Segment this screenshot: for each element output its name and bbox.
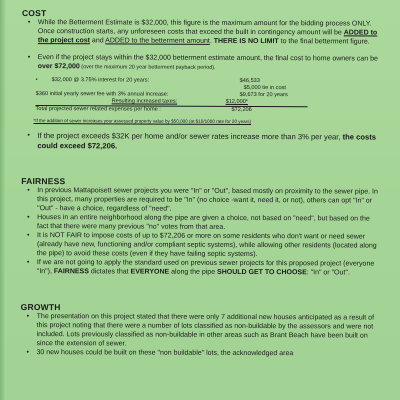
- calc-r2-value: $5,000 tie in cost: [243, 84, 286, 92]
- cost-b2-over-amount: over $72,000: [37, 63, 80, 71]
- growth-list: [20, 312, 378, 359]
- cost-section: [21, 8, 380, 152]
- cost-bullet-exceed: [21, 131, 379, 152]
- cost-b1-added-betterment: ADDED to the betterment amount: [105, 37, 210, 45]
- fairness-heading: FAIRNESS: [21, 176, 66, 187]
- cost-b1-text-3: and: [89, 37, 106, 45]
- calc-r1-label: $32,000 @ 3.75% interest for 20 years:: [51, 77, 150, 84]
- calc-r1-value: $46,533: [239, 77, 260, 85]
- fairness-b4-text-5: along the pipe: [169, 268, 218, 277]
- calc-r3-value: $9,673 for 20 years: [239, 91, 288, 99]
- cost-b2-text-3: (over the maximum 20 year betterment payback period).: [79, 64, 216, 71]
- calc-r5-label: Total projected sewer related expenses per home :: [35, 106, 161, 113]
- cost-b1-added-project: ADDED to the project cost: [37, 29, 378, 45]
- fairness-bullet-choice: • Houses in an entire neighborhood along the pipe are given a choice, not based on "need", but based on the fact that there were many previous "no" votes from that area.: [21, 213, 379, 233]
- cost-b1-no-limit: THERE IS NO LIMIT: [213, 37, 279, 46]
- growth-bullet-new-houses: • 30 new houses could be built on these "non buildable" lots, the acknowledged area: [20, 348, 378, 359]
- calc-r5-value: $72,206: [231, 106, 252, 114]
- cost-b3-exceed: the costs could exceed $72,206.: [37, 132, 376, 151]
- cost-b2-text-1: Even if the project stays within the $32,000 betterment estimate amount, the final cost to home owners can be: [37, 54, 378, 63]
- cost-b1-text-7: to the final betterment figure.: [278, 38, 370, 46]
- cost-bullet-over-72000: [22, 53, 380, 74]
- fairness-bullet-choose: [21, 258, 379, 278]
- fairness-list: [21, 186, 379, 278]
- cost-calculation-table: [22, 77, 380, 115]
- cost-b1-text-1: While the Betterment Estimate is $32,000, this figure is the maximum amount for the bidding process ONLY. Once construction starts, any unforeseen costs that exceed the built in contingency amount will be: [37, 19, 372, 37]
- growth-heading: GROWTH: [20, 302, 61, 313]
- fairness-b4-everyone: EVERYONE: [130, 268, 170, 276]
- fairness-bullet-not-fair: • It is NOT FAIR to impose costs of up to $72,206 or more on some residents who don't want or need sewer (already have new, functioning and/or compliant septic systems), while allowing other residents (located along the pipe) to avoid these costs (even if they have failing septic systems).: [21, 231, 379, 260]
- fairness-b4-should-choose: SHOULD GET TO CHOOSE: [217, 269, 307, 277]
- calc-bullet: •: [35, 77, 38, 84]
- growth-bullet-presentation: • The presentation on this project stated that there were only 7 additional new houses anticipated as a result of this project noting that there were a number of lots classified as non-buildable by the assessors and were not included. Lots previously classified as non-buildable in other areas such as Brant Beach have been built on since the extension of sewer.: [21, 312, 379, 350]
- fairness-b4-fairness: FAIRNESS: [53, 268, 89, 276]
- cost-list-2: [21, 131, 379, 152]
- cost-footnote: *If the addition of sewer increases your assessed property value by $50,000 (at $10/1000 rate for 20 years): [33, 118, 252, 125]
- growth-section: [20, 302, 378, 359]
- calc-r4-label: Resulting increased taxes:: [111, 98, 178, 105]
- calc-r4-value: $12,000*: [225, 98, 249, 105]
- document-content: [20, 8, 380, 359]
- fairness-b4-text-3: dictates that: [88, 268, 131, 276]
- cost-heading: COST: [21, 8, 47, 19]
- cost-b3-text-1: If the project exceeds $32K per home and/or sewer rates increase more than 3% per year,: [37, 131, 343, 142]
- fairness-bullet-in-out: • In previous Mattapoisett sewer projects you were "In" or "Out", based mostly on proximity to the sewer pipe. In this project, many properties are required to be "In" (no choice -want it, need it, or not), others can opt "In" or "Out" - have a choice, regardless of "need".: [21, 186, 379, 215]
- cost-list: [22, 18, 380, 74]
- calc-r3-label: $360 initial yearly sewer fee with 3% annual increase:: [35, 91, 169, 98]
- fairness-section: [21, 176, 379, 278]
- fairness-b4-text-7: : "In" or "Out".: [306, 269, 350, 277]
- cost-bullet-estimate: [22, 18, 380, 47]
- cost-b1-text-5: .: [209, 37, 214, 45]
- fairness-b4-text-1: If we are not going to apply the standard used on previous sewer projects for this proposed project (everyone "In"),: [36, 259, 375, 276]
